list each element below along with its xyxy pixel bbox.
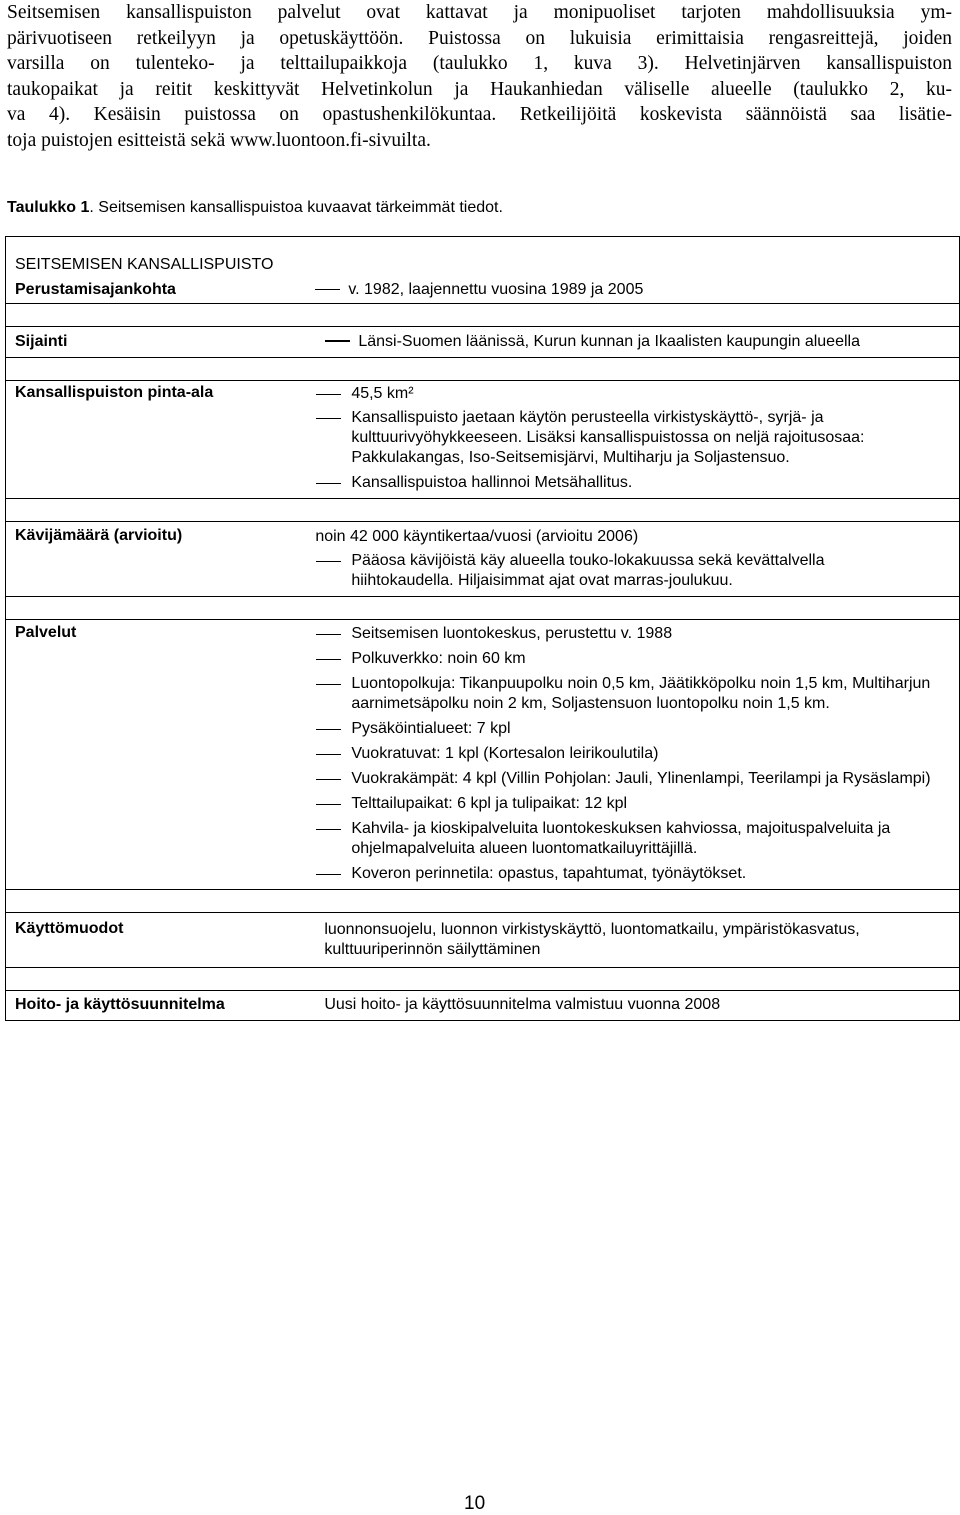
service-item: Pysäköintialueet: 7 kpl xyxy=(315,719,939,739)
service-item: Telttailupaikat: 6 kpl ja tulipaikat: 12 kpl xyxy=(315,794,939,814)
table-heading: SEITSEMISEN KANSALLISPUISTO xyxy=(6,237,960,278)
area-item: 45,5 km² xyxy=(315,384,919,404)
intro-line: Seitsemisen kansallispuiston palvelut ovat kattavat ja monipuoliset tarjoten mahdollisuuksia ym- xyxy=(7,2,952,23)
page-number: 10 xyxy=(464,1493,486,1514)
dash-bullet xyxy=(325,340,350,342)
park-info-table xyxy=(5,236,960,1021)
area-list xyxy=(315,380,959,498)
location-text: Länsi-Suomen läänissä, Kurun kunnan ja Ikaalisten kaupungin alueella xyxy=(358,332,860,350)
services-label: Palvelut xyxy=(15,623,77,641)
intro-line: va 4). Kesäisin puistossa on opastushenkilökuntaa. Retkeilijöitä koskevista säännöistä saa lisätie- xyxy=(7,104,952,125)
location-value xyxy=(315,326,959,357)
service-item: Polkuverkko: noin 60 km xyxy=(315,649,939,669)
area-item: Kansallispuisto jaetaan käytön perusteella virkistyskäyttö-, syrjä- ja kulttuurivyöhykkeeseen. Lisäksi kansallispuistossa on neljä rajoitusosaa: Pakkulakangas, Iso-Seitsemisjärvi, Multiharju ja Soljastensuo. xyxy=(315,408,919,468)
uses-text: luonnonsuojelu, luonnon virkistyskäyttö, luontomatkailu, ympäristökasvatus, kulttuuriperinnön säilyttäminen xyxy=(324,920,860,958)
service-item: Luontopolkuja: Tikanpuupolku noin 0,5 km, Jäätikköpolku noin 1,5 km, Multiharjun aarnimetsäpolku noin 2 km, Soljastensuon luontopolku noin 1,5 km. xyxy=(315,674,939,714)
location-label: Sijainti xyxy=(15,332,68,350)
founded-text: v. 1982, laajennettu vuosina 1989 ja 2005 xyxy=(348,280,644,298)
caption-text: . Seitsemisen kansallispuistoa kuvaavat tärkeimmät tiedot. xyxy=(89,199,503,216)
uses-value xyxy=(315,912,959,967)
intro-line: varsilla on tulenteko- ja telttailupaikkoja (taulukko 1, kuva 3). Helvetinjärven kansallispuiston xyxy=(7,53,952,74)
visitors-item: Pääosa kävijöistä käy alueella touko-lokakuussa sekä kevättalvella hiihtokaudella. Hiljaisimmat ajat ovat marras-joulukuu. xyxy=(315,551,919,591)
service-item: Vuokratuvat: 1 kpl (Kortesalon leirikoulutila) xyxy=(315,744,939,764)
visitors-cell xyxy=(315,521,959,596)
visitors-value: noin 42 000 käyntikertaa/vuosi (arvioitu 2006) xyxy=(315,527,639,545)
visitors-label: Kävijämäärä (arvioitu) xyxy=(15,526,183,544)
intro-paragraph xyxy=(7,0,952,153)
plan-label: Hoito- ja käyttösuunnitelma xyxy=(15,996,225,1013)
founded-label: Perustamisajankohta xyxy=(15,280,176,298)
founded-value xyxy=(315,277,959,303)
area-item: Kansallispuistoa hallinnoi Metsähallitus. xyxy=(315,473,919,493)
intro-line: toja puistojen esitteistä sekä www.luontoon.fi-sivuilta. xyxy=(7,129,431,151)
intro-line: pärivuotiseen retkeilyyn ja opetuskäyttöön. Puistossa on lukuisia erimittaisia rengasreittejä, joiden xyxy=(7,27,952,49)
service-item: Koveron perinnetila: opastus, tapahtumat, työnäytökset. xyxy=(315,864,939,884)
services-list xyxy=(315,619,959,889)
service-item: Kahvila- ja kioskipalveluita luontokeskuksen kahviossa, majoituspalveluita ja ohjelmapalveluita alueen luontomatkailuyrittäjillä. xyxy=(315,819,939,859)
caption-label: Taulukko 1 xyxy=(7,199,90,216)
table-caption xyxy=(7,199,503,217)
plan-value: Uusi hoito- ja käyttösuunnitelma valmistuu vuonna 2008 xyxy=(324,996,721,1013)
uses-label: Käyttömuodot xyxy=(15,919,124,937)
area-label: Kansallispuiston pinta-ala xyxy=(15,383,214,401)
service-item: Seitsemisen luontokeskus, perustettu v. 1988 xyxy=(315,624,939,644)
service-item: Vuokrakämpät: 4 kpl (Villin Pohjolan: Jauli, Ylinenlampi, Teerilampi ja Rysäslampi) xyxy=(315,769,939,789)
intro-line: taukopaikat ja reitit keskittyvät Helvetinkolun ja Haukanhiedan väliselle alueelle (taulukko 2, ku- xyxy=(7,78,952,100)
dash-bullet xyxy=(315,289,340,291)
